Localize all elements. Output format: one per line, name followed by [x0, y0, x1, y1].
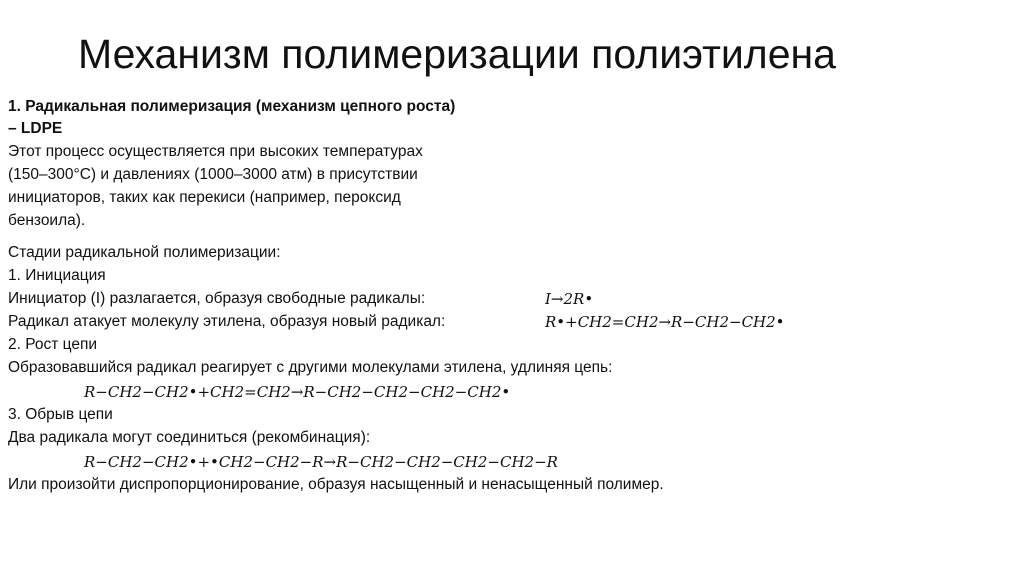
intro-line-4: бензоила). — [8, 212, 86, 229]
section-heading-line1: 1. Радикальная полимеризация (механизм цепного роста) — [8, 98, 456, 115]
termination-formula: R−CH2−CH2•+•CH2−CH2−R→R−CH2−CH2−CH2−CH2−R — [84, 453, 558, 471]
section-heading-line2: – LDPE — [8, 120, 63, 137]
intro-line-1: Этот процесс осуществляется при высоких температурах — [8, 143, 423, 160]
termination-closing: Или произойти диспропорционирование, образуя насыщенный и ненасыщенный полимер. — [8, 476, 664, 493]
propagation-text: Образовавшийся радикал реагирует с другими молекулами этилена, удлиняя цепь: — [8, 359, 613, 376]
initiation-step1-formula: I→2R• — [545, 290, 594, 308]
initiation-step1-text: Инициатор (I) разлагается, образуя свободные радикалы: — [8, 290, 426, 307]
propagation-formula: R−CH2−CH2•+CH2=CH2→R−CH2−CH2−CH2−CH2• — [84, 383, 511, 401]
initiation-step2-formula: R•+CH2=CH2→R−CH2−CH2• — [545, 313, 785, 331]
initiation-title: 1. Инициация — [8, 267, 106, 284]
stages-heading: Стадии радикальной полимеризации: — [8, 244, 281, 261]
intro-line-3: инициаторов, таких как перекиси (например, пероксид — [8, 189, 401, 206]
termination-text: Два радикала могут соединиться (рекомбинация): — [8, 429, 371, 446]
initiation-step2-text: Радикал атакует молекулу этилена, образуя новый радикал: — [8, 313, 446, 330]
intro-line-2: (150–300°C) и давлениях (1000–3000 атм) в присутствии — [8, 166, 418, 183]
propagation-title: 2. Рост цепи — [8, 336, 98, 353]
termination-title: 3. Обрыв цепи — [8, 406, 113, 423]
slide-title: Механизм полимеризации полиэтилена — [78, 31, 836, 77]
